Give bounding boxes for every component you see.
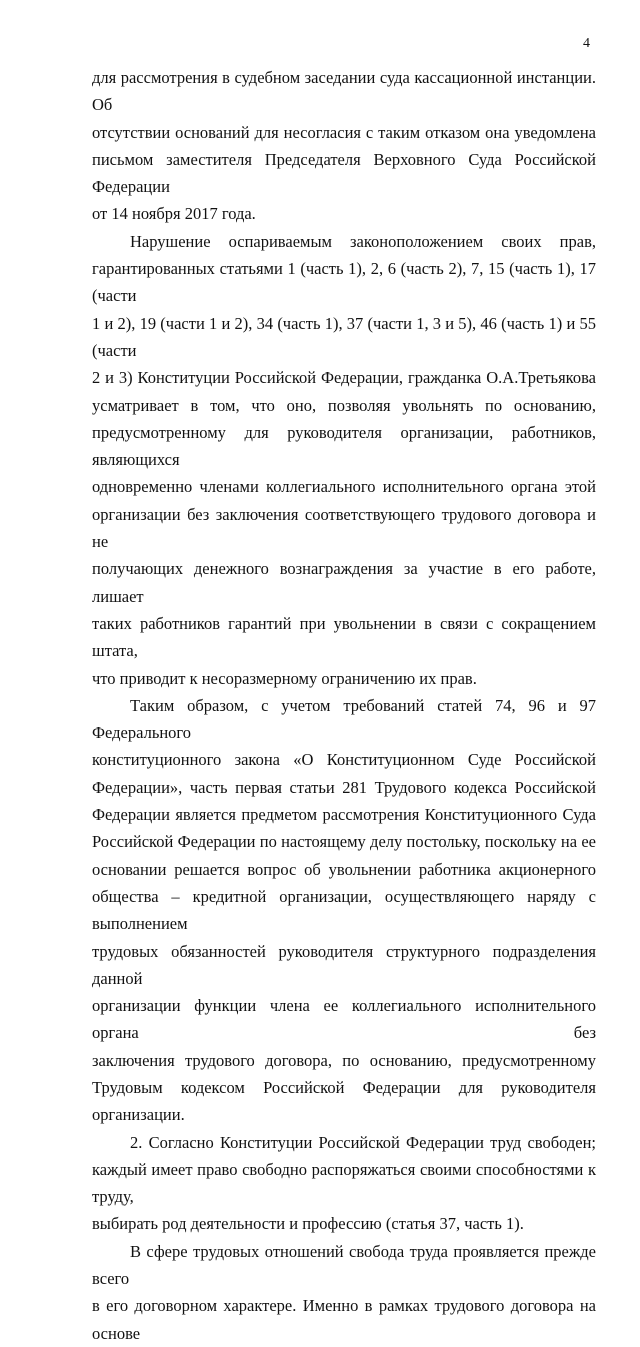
paragraph-3-line-3: Федерации», часть первая статьи 281 Трудового кодекса Российской [92, 777, 596, 797]
paragraph-3-line-9: организации функции члена ее коллегиального исполнительного органа без [92, 996, 596, 1043]
paragraph-2-line-2: гарантированных статьями 1 (часть 1), 2, 6 (часть 2), 7, 15 (часть 1), 17 (части [92, 259, 596, 306]
paragraph-2-line-5: усматривает в том, что оно, позволяя увольнять по основанию, [92, 395, 596, 415]
paragraph-2-line-8: организации без заключения соответствующего трудового договора и не [92, 504, 596, 552]
paragraph-1-line-3: письмом заместителя Председателя Верховного Суда Российской Федерации [92, 149, 596, 197]
paragraph-4-line-1: 2. Согласно Конституции Российской Федерации труд свободен; [130, 1132, 596, 1152]
paragraph-3-line-8: трудовых обязанностей руководителя структурного подразделения данной [92, 941, 596, 988]
paragraph-2-line-4: 2 и 3) Конституции Российской Федерации, гражданка О.А.Третьякова [92, 368, 596, 388]
page-number: 4 [583, 36, 590, 51]
paragraph-4-line-2: каждый имеет право свободно распоряжаться своими способностями к труду, [92, 1159, 596, 1207]
paragraph-2-line-6: предусмотренному для руководителя организации, работников, являющихся [92, 422, 596, 470]
paragraph-3-line-4: Федерации является предметом рассмотрения Конституционного Суда [92, 805, 596, 825]
document-body [92, 64, 596, 1347]
paragraph-1-line-4: от 14 ноября 2017 года. [92, 204, 256, 224]
paragraph-2-line-10: таких работников гарантий при увольнении в связи с сокращением штата, [92, 613, 596, 661]
paragraph-1-line-2: отсутствии оснований для несогласия с таким отказом она уведомлена [92, 122, 596, 142]
paragraph-3-line-1: Таким образом, с учетом требований статей 74, 96 и 97 Федерального [92, 695, 596, 743]
paragraph-2-line-1: Нарушение оспариваемым законоположением своих прав, [130, 231, 596, 251]
paragraph-2-line-7: одновременно членами коллегиального исполнительного органа этой [92, 477, 596, 497]
paragraph-4-line-3: выбирать род деятельности и профессию (статья 37, часть 1). [92, 1214, 524, 1234]
paragraph-3-line-5: Российской Федерации по настоящему делу постольку, поскольку на ее [92, 832, 596, 852]
paragraph-3-line-7: общества – кредитной организации, осуществляющего наряду с выполнением [92, 886, 596, 934]
paragraph-5-line-1: В сфере трудовых отношений свобода труда проявляется прежде всего [92, 1241, 596, 1289]
paragraph-1-line-1: для рассмотрения в судебном заседании суда кассационной инстанции. Об [92, 68, 596, 115]
paragraph-5-line-2: в его договорном характере. Именно в рамках трудового договора на основе [92, 1296, 596, 1343]
paragraph-2-line-9: получающих денежного вознаграждения за участие в его работе, лишает [92, 559, 596, 606]
paragraph-3-line-11: Трудовым кодексом Российской Федерации для руководителя организации. [92, 1077, 596, 1125]
paragraph-3-line-6: основании решается вопрос об увольнении работника акционерного [92, 859, 596, 879]
paragraph-3-line-2: конституционного закона «О Конституционном Суде Российской [92, 750, 596, 770]
paragraph-2-line-3: 1 и 2), 19 (части 1 и 2), 34 (часть 1), 37 (части 1, 3 и 5), 46 (часть 1) и 55 (части [92, 313, 596, 360]
paragraph-2-line-11: что приводит к несоразмерному ограничению их прав. [92, 668, 477, 688]
paragraph-3-line-10: заключения трудового договора, по основанию, предусмотренному [92, 1050, 596, 1070]
